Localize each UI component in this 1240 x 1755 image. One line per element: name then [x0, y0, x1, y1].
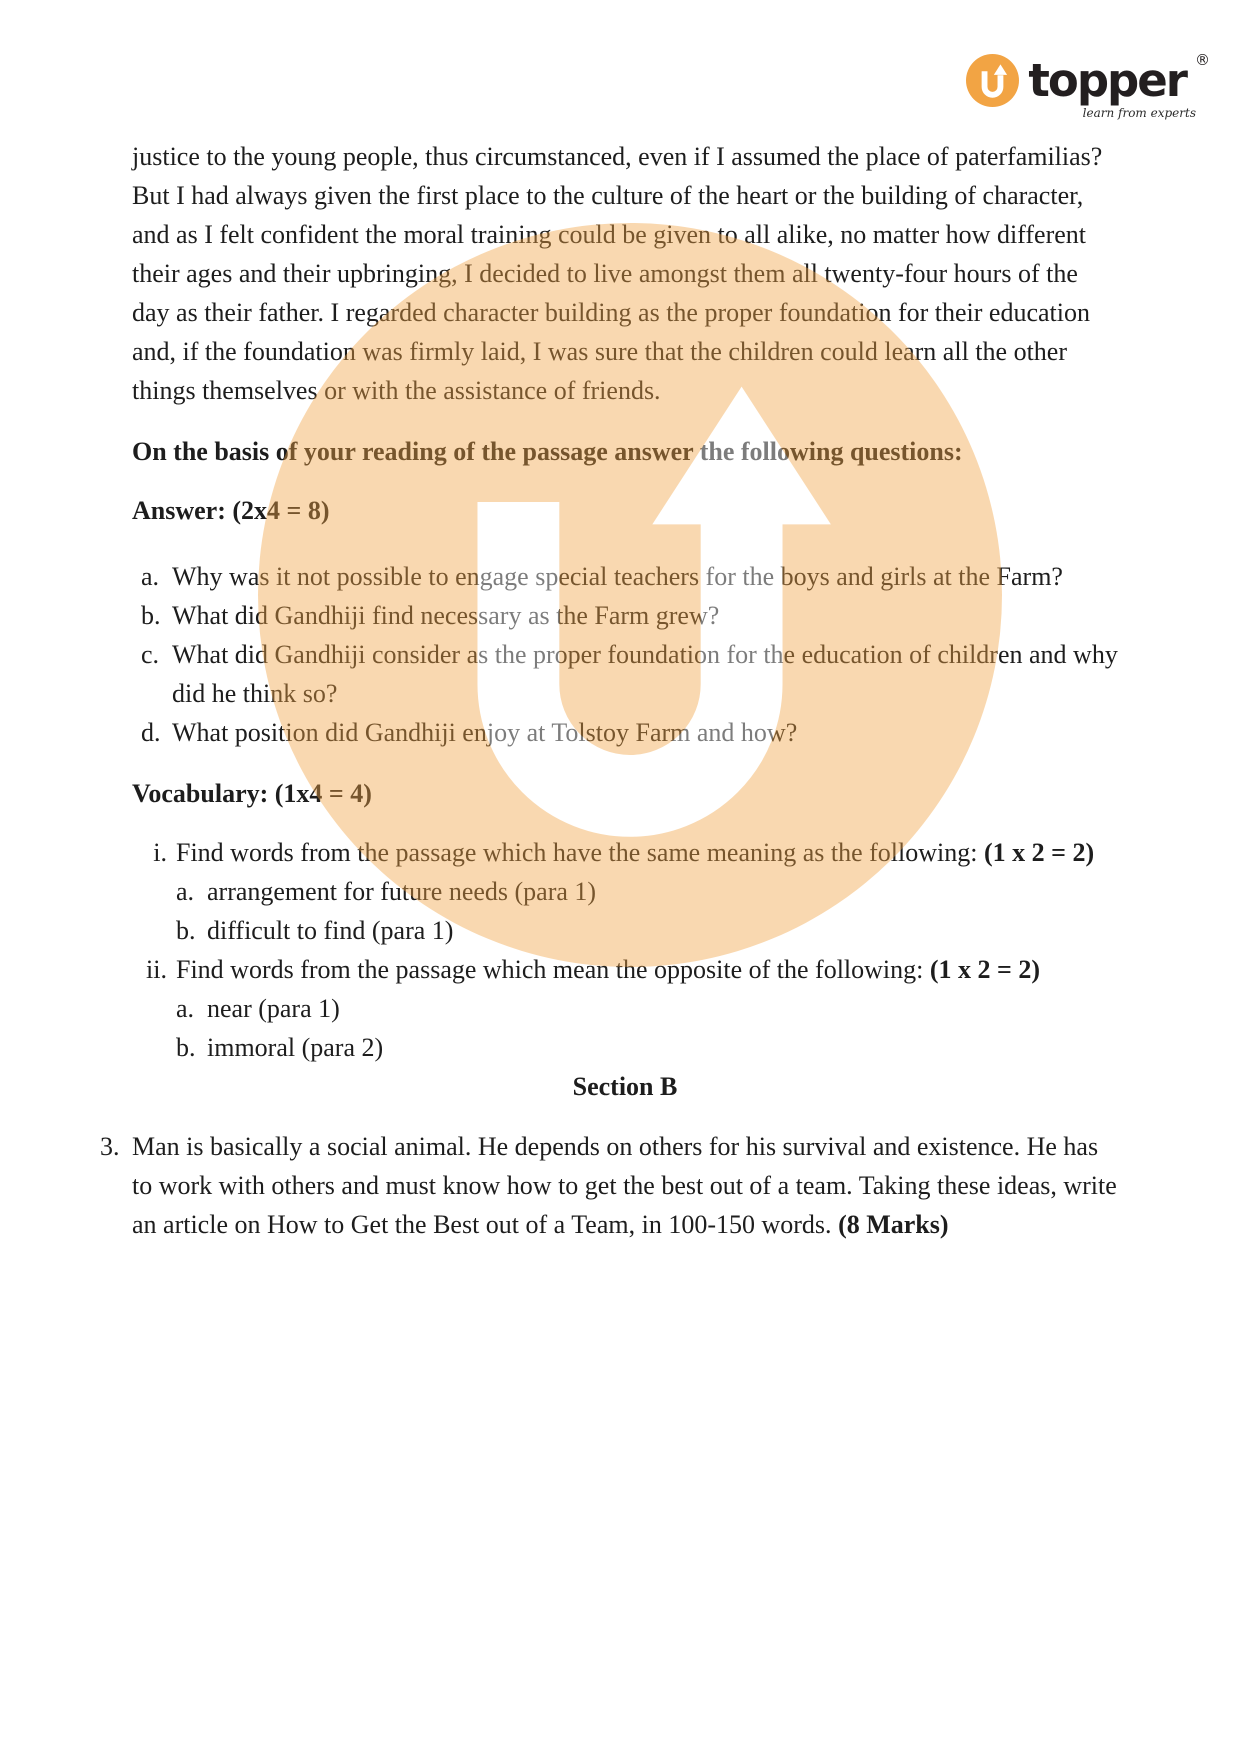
list-marker: c. — [141, 640, 160, 669]
vocab-text-normal: Find words from the passage which mean the opposite of the following: — [176, 955, 930, 984]
question-text: What did Gandhiji find necessary as the Farm grew? — [172, 601, 720, 630]
marks-note: (8 Marks) — [838, 1210, 949, 1239]
vocab-sub-item — [132, 911, 1118, 950]
vocabulary-heading: Vocabulary: (1x4 = 4) — [132, 779, 372, 808]
answer-heading: Answer: (2x4 = 8) — [132, 496, 330, 525]
list-marker: i. — [153, 838, 167, 867]
utopper-u-arrow-icon — [966, 54, 1019, 107]
brand-logo-row — [966, 51, 1210, 107]
brand-tagline: learn from experts — [1082, 106, 1196, 120]
marks-note: (1 x 2 = 2) — [929, 955, 1041, 984]
list-marker: b. — [176, 1033, 196, 1062]
passage-paragraph: justice to the young people, thus circumstanced, even if I assumed the place of paterfamilias? But I had always given the first place to the culture of the heart or the building of character, and as I felt confident the moral training could be given to all alike, no matter how different their ages and their upbringing, I decided to live amongst them all twenty-four hours of the day as their father. I regarded character building as the proper foundation for their education and, if the foundation was firmly laid, I was sure that the children could learn all the other things themselves or with the assistance of friends. — [132, 142, 1103, 405]
brand-name: topper — [1028, 54, 1186, 107]
question-text: Why was it not possible to engage special teachers for the boys and girls at the Farm? — [172, 562, 1063, 591]
document-content — [100, 137, 1118, 1244]
instruction-heading: On the basis of your reading of the passage answer the following questions: — [132, 437, 963, 466]
vocab-text-normal: Find words from the passage which have the same meaning as the following: — [176, 838, 984, 867]
list-marker: ii. — [146, 955, 167, 984]
question-item-c — [132, 635, 1118, 713]
question-text: What did Gandhiji consider as the proper foundation for the education of children and why did he think so? — [172, 640, 1118, 708]
vocabulary-list — [132, 833, 1118, 1067]
vocab-sub-text: arrangement for future needs (para 1) — [207, 877, 597, 906]
list-marker: a. — [141, 562, 160, 591]
brand-logo — [966, 51, 1210, 120]
list-marker: b. — [141, 601, 161, 630]
vocab-sub-text: immoral (para 2) — [207, 1033, 384, 1062]
question-item-d — [132, 713, 1118, 752]
registered-trademark-symbol: ® — [1195, 51, 1210, 69]
list-marker: a. — [176, 994, 195, 1023]
question-3-normal: Man is basically a social animal. He depends on others for his survival and existence. He has to work with others and must know how to get the best out of a team. Taking these ideas, write an article on How to Get the Best out of a Team, in 100-150 words. — [132, 1132, 1117, 1239]
question-text: What position did Gandhiji enjoy at Tolstoy Farm and how? — [172, 718, 798, 747]
question-3 — [100, 1127, 1118, 1244]
section-b-heading: Section B — [572, 1072, 678, 1101]
marks-note: (1 x 2 = 2) — [983, 838, 1095, 867]
vocab-item-i — [132, 833, 1118, 872]
question-list — [132, 557, 1118, 752]
list-marker: a. — [176, 877, 195, 906]
question-item-a — [132, 557, 1118, 596]
list-marker: d. — [141, 718, 161, 747]
question-item-b — [132, 596, 1118, 635]
vocab-text — [176, 833, 1118, 872]
vocab-sub-text: difficult to find (para 1) — [207, 916, 454, 945]
vocab-sub-item — [132, 872, 1118, 911]
list-marker: 3. — [100, 1132, 120, 1161]
question-3-text — [132, 1127, 1118, 1244]
vocab-text — [176, 950, 1118, 989]
vocab-item-ii — [132, 950, 1118, 989]
vocab-sub-item — [132, 1028, 1118, 1067]
vocab-sub-item — [132, 989, 1118, 1028]
list-marker: b. — [176, 916, 196, 945]
vocab-sub-text: near (para 1) — [207, 994, 340, 1023]
